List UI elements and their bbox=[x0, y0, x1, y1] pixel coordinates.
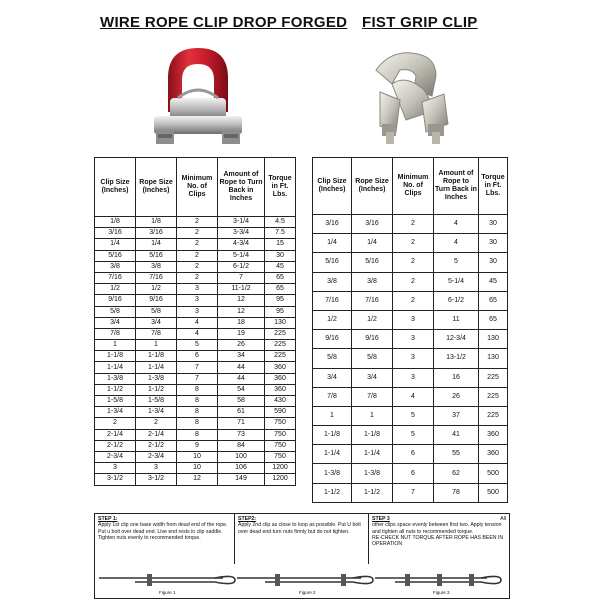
table-cell: 15 bbox=[265, 239, 296, 250]
table-row bbox=[95, 429, 296, 440]
table-row bbox=[95, 340, 296, 351]
table-cell: 1/4 bbox=[352, 234, 393, 253]
table-cell: 360 bbox=[479, 426, 508, 445]
table-cell: 430 bbox=[265, 396, 296, 407]
table-cell: 3 bbox=[393, 310, 434, 329]
step-1 bbox=[95, 514, 235, 564]
table-cell: 7/16 bbox=[352, 291, 393, 310]
figure-2-caption: Figure 2 bbox=[299, 590, 316, 595]
table-cell: 7/16 bbox=[313, 291, 352, 310]
table-cell: 16 bbox=[434, 368, 479, 387]
step-2-text: Apply 2nd clip as close to loop as possible. Put U bolt over dead end turn nuts firmly but do not tighten. bbox=[238, 522, 361, 535]
wire-rope-clip-title: WIRE ROPE CLIP DROP FORGED bbox=[100, 14, 348, 31]
table-cell: 37 bbox=[434, 406, 479, 425]
table-row bbox=[95, 284, 296, 295]
table-cell: 8 bbox=[177, 396, 218, 407]
table-cell: 750 bbox=[265, 418, 296, 429]
column-header: Amount of Rope to Turn Back in Inches bbox=[218, 158, 265, 217]
table-cell: 3/8 bbox=[136, 261, 177, 272]
column-header: Rope Size (Inches) bbox=[136, 158, 177, 217]
table-cell: 500 bbox=[479, 483, 508, 502]
table-cell: 6 bbox=[393, 445, 434, 464]
table-cell: 8 bbox=[177, 418, 218, 429]
table-cell: 1-1/8 bbox=[352, 426, 393, 445]
table-cell: 95 bbox=[265, 306, 296, 317]
table-cell: 750 bbox=[265, 440, 296, 451]
table-cell: 1/2 bbox=[95, 284, 136, 295]
table-row bbox=[313, 330, 508, 349]
table-row bbox=[313, 215, 508, 234]
table-cell: 9/16 bbox=[136, 295, 177, 306]
table-cell: 3 bbox=[136, 463, 177, 474]
table-cell: 95 bbox=[265, 295, 296, 306]
table-row bbox=[95, 306, 296, 317]
table-cell: 1-1/4 bbox=[313, 445, 352, 464]
table-row bbox=[95, 272, 296, 283]
table-cell: 12 bbox=[218, 295, 265, 306]
table-cell: 2 bbox=[177, 217, 218, 228]
table-cell: 3 bbox=[177, 295, 218, 306]
table-row bbox=[313, 426, 508, 445]
table-cell: 5/16 bbox=[95, 250, 136, 261]
table-row bbox=[95, 384, 296, 395]
table-cell: 6-1/2 bbox=[434, 291, 479, 310]
column-header: Amount of Rope to Turn Back in Inches bbox=[434, 158, 479, 215]
table-cell: 1/2 bbox=[313, 310, 352, 329]
table-cell: 19 bbox=[218, 328, 265, 339]
table-cell: 1-1/2 bbox=[313, 483, 352, 502]
table-cell: 1/8 bbox=[136, 217, 177, 228]
table-cell: 7 bbox=[218, 272, 265, 283]
table-row bbox=[95, 407, 296, 418]
table-cell: 65 bbox=[265, 284, 296, 295]
table-cell: 45 bbox=[479, 272, 508, 291]
table-row bbox=[95, 418, 296, 429]
table-cell: 1-1/2 bbox=[352, 483, 393, 502]
table-row bbox=[95, 440, 296, 451]
table-cell: 1-1/2 bbox=[136, 384, 177, 395]
table-cell: 44 bbox=[218, 373, 265, 384]
table-cell: 65 bbox=[265, 272, 296, 283]
step-3-title: STEP 3 bbox=[372, 516, 390, 522]
table-cell: 1 bbox=[313, 406, 352, 425]
table-cell: 2 bbox=[393, 253, 434, 272]
figure-1-caption: Figure 1 bbox=[159, 590, 176, 595]
column-header: Rope Size (Inches) bbox=[352, 158, 393, 215]
table-cell: 18 bbox=[218, 317, 265, 328]
table-cell: 4 bbox=[177, 317, 218, 328]
table-cell: 5-1/4 bbox=[434, 272, 479, 291]
table-cell: 1-1/8 bbox=[136, 351, 177, 362]
table-cell: 55 bbox=[434, 445, 479, 464]
table-cell: 73 bbox=[218, 429, 265, 440]
table-cell: 45 bbox=[265, 261, 296, 272]
table-cell: 149 bbox=[218, 474, 265, 485]
table-cell: 30 bbox=[479, 234, 508, 253]
table-row bbox=[95, 362, 296, 373]
table-header-row bbox=[313, 158, 508, 215]
table-cell: 6 bbox=[177, 351, 218, 362]
table-cell: 3/16 bbox=[136, 228, 177, 239]
table-header-row bbox=[95, 158, 296, 217]
table-cell: 4.5 bbox=[265, 217, 296, 228]
table-row bbox=[313, 349, 508, 368]
table-cell: 3 bbox=[177, 284, 218, 295]
table-cell: 30 bbox=[479, 253, 508, 272]
table-cell: 2 bbox=[177, 228, 218, 239]
table-cell: 3/8 bbox=[313, 272, 352, 291]
table-cell: 4 bbox=[434, 234, 479, 253]
table-cell: 8 bbox=[177, 429, 218, 440]
table-cell: 7 bbox=[177, 373, 218, 384]
table-cell: 5/8 bbox=[136, 306, 177, 317]
column-header: Clip Size (Inches) bbox=[95, 158, 136, 217]
table-row bbox=[313, 445, 508, 464]
table-cell: 5/16 bbox=[352, 253, 393, 272]
table-cell: 1-1/8 bbox=[95, 351, 136, 362]
installation-steps bbox=[94, 513, 510, 599]
table-cell: 3 bbox=[393, 349, 434, 368]
table-cell: 750 bbox=[265, 451, 296, 462]
table-cell: 1-1/2 bbox=[95, 384, 136, 395]
table-cell: 5-1/4 bbox=[218, 250, 265, 261]
table-cell: 1 bbox=[136, 340, 177, 351]
table-cell: 1-3/4 bbox=[95, 407, 136, 418]
table-cell: 71 bbox=[218, 418, 265, 429]
step-3-extra: All bbox=[500, 516, 506, 522]
table-cell: 12 bbox=[177, 474, 218, 485]
step-2-title: STEP2: bbox=[238, 516, 257, 522]
table-cell: 5/8 bbox=[313, 349, 352, 368]
table-cell: 2 bbox=[393, 215, 434, 234]
figure-3-drawing bbox=[375, 574, 501, 586]
table-cell: 7/16 bbox=[136, 272, 177, 283]
figure-2-drawing bbox=[237, 574, 373, 586]
table-row bbox=[313, 387, 508, 406]
table-row bbox=[313, 406, 508, 425]
table-cell: 2 bbox=[393, 291, 434, 310]
column-header: Torque in Ft. Lbs. bbox=[479, 158, 508, 215]
table-cell: 1-1/4 bbox=[352, 445, 393, 464]
table-cell: 3/8 bbox=[95, 261, 136, 272]
table-row bbox=[95, 239, 296, 250]
step-1-title: STEP 1: bbox=[98, 516, 118, 522]
table-cell: 44 bbox=[218, 362, 265, 373]
table-cell: 1/4 bbox=[95, 239, 136, 250]
table-cell: 4 bbox=[434, 215, 479, 234]
table-cell: 500 bbox=[479, 464, 508, 483]
table-cell: 225 bbox=[479, 387, 508, 406]
table-cell: 130 bbox=[479, 349, 508, 368]
column-header: Clip Size (Inches) bbox=[313, 158, 352, 215]
table-cell: 9/16 bbox=[352, 330, 393, 349]
table-cell: 5/8 bbox=[95, 306, 136, 317]
table-row bbox=[313, 234, 508, 253]
table-row bbox=[313, 291, 508, 310]
column-header: Minimum No. of Clips bbox=[393, 158, 434, 215]
table-cell: 2-1/2 bbox=[136, 440, 177, 451]
table-cell: 7/8 bbox=[313, 387, 352, 406]
table-cell: 2-1/4 bbox=[136, 429, 177, 440]
wire-rope-clip-image bbox=[148, 42, 248, 152]
table-cell: 1/8 bbox=[95, 217, 136, 228]
table-cell: 2 bbox=[136, 418, 177, 429]
table-cell: 1-5/8 bbox=[95, 396, 136, 407]
step-3-recheck: RE-CHECK NUT TORQUE AFTER ROPE HAS BEEN IN OPERATION bbox=[372, 534, 504, 548]
table-cell: 1/4 bbox=[136, 239, 177, 250]
table-cell: 3/4 bbox=[352, 368, 393, 387]
table-cell: 9 bbox=[177, 440, 218, 451]
table-cell: 4 bbox=[393, 387, 434, 406]
table-cell: 2 bbox=[177, 261, 218, 272]
table-cell: 8 bbox=[177, 384, 218, 395]
table-cell: 30 bbox=[479, 215, 508, 234]
step-3 bbox=[369, 514, 509, 564]
table-cell: 3 bbox=[393, 330, 434, 349]
table-row bbox=[95, 328, 296, 339]
column-header: Minimum No. of Clips bbox=[177, 158, 218, 217]
table-cell: 590 bbox=[265, 407, 296, 418]
table-cell: 65 bbox=[479, 291, 508, 310]
table-row bbox=[95, 451, 296, 462]
table-cell: 84 bbox=[218, 440, 265, 451]
table-row bbox=[95, 261, 296, 272]
table-cell: 7/8 bbox=[136, 328, 177, 339]
table-cell: 1/4 bbox=[313, 234, 352, 253]
table-cell: 1200 bbox=[265, 474, 296, 485]
step-2 bbox=[235, 514, 369, 564]
table-cell: 1 bbox=[95, 340, 136, 351]
wire-rope-clip-table bbox=[94, 157, 296, 486]
table-cell: 65 bbox=[479, 310, 508, 329]
table-cell: 3/8 bbox=[352, 272, 393, 291]
table-cell: 12 bbox=[218, 306, 265, 317]
table-cell: 3/16 bbox=[352, 215, 393, 234]
table-cell: 5/16 bbox=[136, 250, 177, 261]
table-cell: 3/16 bbox=[95, 228, 136, 239]
table-cell: 3-1/4 bbox=[218, 217, 265, 228]
table-cell: 225 bbox=[265, 340, 296, 351]
table-cell: 4 bbox=[177, 328, 218, 339]
table-cell: 360 bbox=[265, 384, 296, 395]
table-cell: 1-1/4 bbox=[136, 362, 177, 373]
table-cell: 5 bbox=[393, 426, 434, 445]
table-cell: 7 bbox=[177, 362, 218, 373]
figure-3-caption: Figure 3 bbox=[433, 590, 450, 595]
table-cell: 2-3/4 bbox=[136, 451, 177, 462]
table-cell: 10 bbox=[177, 451, 218, 462]
table-cell: 3/4 bbox=[95, 317, 136, 328]
table-cell: 225 bbox=[265, 328, 296, 339]
table-cell: 1/2 bbox=[352, 310, 393, 329]
table-cell: 5/8 bbox=[352, 349, 393, 368]
table-cell: 1-5/8 bbox=[136, 396, 177, 407]
table-cell: 1 bbox=[352, 406, 393, 425]
table-cell: 4-3/4 bbox=[218, 239, 265, 250]
table-cell: 2-1/4 bbox=[95, 429, 136, 440]
table-cell: 106 bbox=[218, 463, 265, 474]
table-cell: 11 bbox=[434, 310, 479, 329]
table-cell: 34 bbox=[218, 351, 265, 362]
table-cell: 26 bbox=[218, 340, 265, 351]
table-cell: 225 bbox=[265, 351, 296, 362]
table-cell: 54 bbox=[218, 384, 265, 395]
table-cell: 26 bbox=[434, 387, 479, 406]
table-row bbox=[313, 483, 508, 502]
table-cell: 1-3/8 bbox=[313, 464, 352, 483]
table-cell: 7.5 bbox=[265, 228, 296, 239]
table-cell: 10 bbox=[177, 463, 218, 474]
table-row bbox=[95, 351, 296, 362]
table-cell: 2 bbox=[177, 239, 218, 250]
table-cell: 7/8 bbox=[95, 328, 136, 339]
table-cell: 3/4 bbox=[313, 368, 352, 387]
table-row bbox=[95, 228, 296, 239]
table-cell: 13-1/2 bbox=[434, 349, 479, 368]
table-cell: 3 bbox=[177, 306, 218, 317]
table-row bbox=[313, 310, 508, 329]
table-cell: 3/4 bbox=[136, 317, 177, 328]
table-cell: 2 bbox=[177, 272, 218, 283]
step-3-text: other clips space evenly between first two. Apply tension and tighten all nuts to recommended torque. bbox=[372, 522, 502, 535]
table-cell: 7/8 bbox=[352, 387, 393, 406]
table-cell: 750 bbox=[265, 429, 296, 440]
table-cell: 7 bbox=[393, 483, 434, 502]
step-1-text: Apply 1st clip one base width from dead end of the rope. Put u bolt over dead end. Live end rests in clip saddle. Tighten nuts evenly to recommended torque. bbox=[98, 522, 228, 541]
table-cell: 3-3/4 bbox=[218, 228, 265, 239]
table-cell: 2-1/2 bbox=[95, 440, 136, 451]
table-cell: 1-3/8 bbox=[136, 373, 177, 384]
table-cell: 2 bbox=[393, 234, 434, 253]
fist-grip-clip-table bbox=[312, 157, 508, 503]
table-row bbox=[95, 250, 296, 261]
table-cell: 1200 bbox=[265, 463, 296, 474]
table-row bbox=[95, 396, 296, 407]
table-cell: 2 bbox=[177, 250, 218, 261]
table-cell: 5 bbox=[434, 253, 479, 272]
table-cell: 41 bbox=[434, 426, 479, 445]
table-cell: 360 bbox=[265, 362, 296, 373]
table-row bbox=[313, 253, 508, 272]
table-cell: 3/16 bbox=[313, 215, 352, 234]
fist-grip-clip-title: FIST GRIP CLIP bbox=[362, 14, 478, 31]
table-cell: 7/16 bbox=[95, 272, 136, 283]
table-cell: 61 bbox=[218, 407, 265, 418]
table-cell: 1-3/8 bbox=[95, 373, 136, 384]
table-cell: 58 bbox=[218, 396, 265, 407]
table-cell: 1-1/8 bbox=[313, 426, 352, 445]
table-row bbox=[95, 474, 296, 485]
table-cell: 3-1/2 bbox=[95, 474, 136, 485]
table-cell: 130 bbox=[265, 317, 296, 328]
table-cell: 3-1/2 bbox=[136, 474, 177, 485]
table-cell: 11-1/2 bbox=[218, 284, 265, 295]
table-cell: 3 bbox=[393, 368, 434, 387]
table-row bbox=[95, 317, 296, 328]
table-cell: 6 bbox=[393, 464, 434, 483]
table-cell: 360 bbox=[479, 445, 508, 464]
table-row bbox=[313, 368, 508, 387]
table-cell: 225 bbox=[479, 406, 508, 425]
table-row bbox=[95, 373, 296, 384]
table-cell: 8 bbox=[177, 407, 218, 418]
table-cell: 100 bbox=[218, 451, 265, 462]
table-cell: 5 bbox=[177, 340, 218, 351]
table-cell: 78 bbox=[434, 483, 479, 502]
table-cell: 5 bbox=[393, 406, 434, 425]
table-cell: 1/2 bbox=[136, 284, 177, 295]
table-cell: 360 bbox=[265, 373, 296, 384]
table-cell: 2 bbox=[393, 272, 434, 291]
table-cell: 62 bbox=[434, 464, 479, 483]
table-row bbox=[95, 463, 296, 474]
table-cell: 30 bbox=[265, 250, 296, 261]
table-cell: 12-3/4 bbox=[434, 330, 479, 349]
figure-1-drawing bbox=[99, 574, 235, 586]
table-row bbox=[95, 217, 296, 228]
table-row bbox=[95, 295, 296, 306]
fist-grip-clip-image bbox=[362, 40, 458, 150]
table-cell: 9/16 bbox=[95, 295, 136, 306]
table-cell: 225 bbox=[479, 368, 508, 387]
table-cell: 2 bbox=[95, 418, 136, 429]
table-cell: 9/16 bbox=[313, 330, 352, 349]
table-cell: 6-1/2 bbox=[218, 261, 265, 272]
table-cell: 1-3/4 bbox=[136, 407, 177, 418]
table-cell: 2-3/4 bbox=[95, 451, 136, 462]
table-cell: 5/16 bbox=[313, 253, 352, 272]
column-header: Torque in Ft. Lbs. bbox=[265, 158, 296, 217]
table-cell: 1-1/4 bbox=[95, 362, 136, 373]
table-cell: 3 bbox=[95, 463, 136, 474]
table-cell: 130 bbox=[479, 330, 508, 349]
table-row bbox=[313, 272, 508, 291]
table-cell: 1-3/8 bbox=[352, 464, 393, 483]
table-row bbox=[313, 464, 508, 483]
